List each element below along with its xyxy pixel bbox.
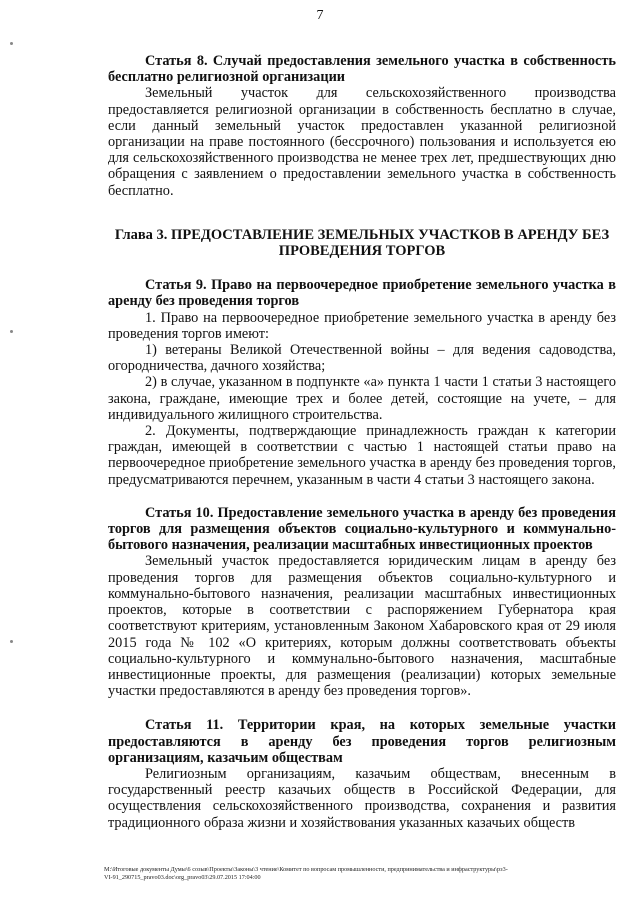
- footer-line-1: M:\Итоговые документы Думы\6 созыв\Проекты\Законы\3 чтение\Комитет по вопросам промышленности, предпринимательства и инфраструктуры\рз3-: [104, 866, 508, 873]
- article-11-heading: Статья 11. Территории края, на которых земельные участки предоставляются в аренду без проведения торгов религиозным организациям, казачьим обществам: [108, 717, 616, 766]
- document-body: [108, 53, 616, 831]
- scan-mark: [10, 330, 13, 333]
- article-9-paragraph-1: 1. Право на первоочередное приобретение земельного участка в аренду без проведения торгов имеют:: [108, 309, 616, 342]
- scan-mark: [10, 640, 13, 643]
- article-8-heading: Статья 8. Случай предоставления земельного участка в собственность бесплатно религиозной организации: [108, 53, 616, 86]
- chapter-3-heading: [108, 227, 616, 259]
- article-9-paragraph-3: 2) в случае, указанном в подпункте «а» пункта 1 части 1 статьи 3 настоящего закона, граждане, имеющие трех и более детей, состоящие на учете, – для индивидуального жилищного строительства.: [108, 374, 616, 423]
- article-10-heading: Статья 10. Предоставление земельного участка в аренду без проведения торгов для размещения объектов социально-культурного и коммунально-бытового назначения, реализации масштабных инвестиционных проектов: [108, 504, 616, 554]
- chapter-3-title-line2: ПРОВЕДЕНИЯ ТОРГОВ: [278, 243, 446, 260]
- chapter-3-title-line1: Глава 3. ПРЕДОСТАВЛЕНИЕ ЗЕМЕЛЬНЫХ УЧАСТКОВ В АРЕНДУ БЕЗ: [114, 226, 610, 243]
- scan-mark: [10, 42, 13, 45]
- article-8-text: Земельный участок для сельскохозяйственного производства предоставляется религиозной организации в собственность бесплатно в случае, если данный земельный участок предоставлен указанной религиозной организации на праве постоянного (бессрочного) пользования и используется ею для сельскохозяйственного производства не менее трех лет, предшествующих дню обращения с заявлением о предоставлении земельного участка в собственность бесплатно.: [108, 85, 616, 199]
- article-9-paragraph-4: 2. Документы, подтверждающие принадлежность граждан к категории граждан, имеющей в соответствии с частью 1 настоящей статьи право на первоочередное приобретение земельного участка в аренду без проведения торгов, предусматриваются перечнем, указанным в части 4 статьи 3 настоящего закона.: [108, 423, 616, 488]
- file-path-footer: [104, 866, 624, 882]
- footer-line-2: VI-91_290715_pravo03.doc\org_pravo03\29.07.2015 17:04:00: [104, 874, 261, 881]
- article-9-paragraph-2: 1) ветераны Великой Отечественной войны – для ведения садоводства, огородничества, дачного хозяйства;: [108, 342, 616, 375]
- article-9-heading: Статья 9. Право на первоочередное приобретение земельного участка в аренду без проведения торгов: [108, 277, 616, 310]
- article-10-text: Земельный участок предоставляется юридическим лицам в аренду без проведения торгов для размещения объектов социально-культурного и коммунально-бытового назначения, реализации масштабных инвестиционных проектов, которые в соответствии с распоряжением Губернатора края соответствуют критериям, установленным Законом Хабаровского края от 29 июля 2015 года № 102 «О критериях, которым должны соответствовать объекты социально-культурного и коммунально-бытового назначения, масштабные инвестиционные проекты, для размещения (реализации) которых земельные участки предоставляются в аренду без проведения торгов».: [108, 553, 616, 700]
- article-11-text: Религиозным организациям, казачьим обществам, внесенным в государственный реестр казачьих обществ в Российской Федерации, для осуществления сельскохозяйственного производства, сохранения и развития традиционного образа жизни и хозяйствования указанных казачьих обществ: [108, 765, 616, 831]
- page-number: 7: [316, 8, 324, 23]
